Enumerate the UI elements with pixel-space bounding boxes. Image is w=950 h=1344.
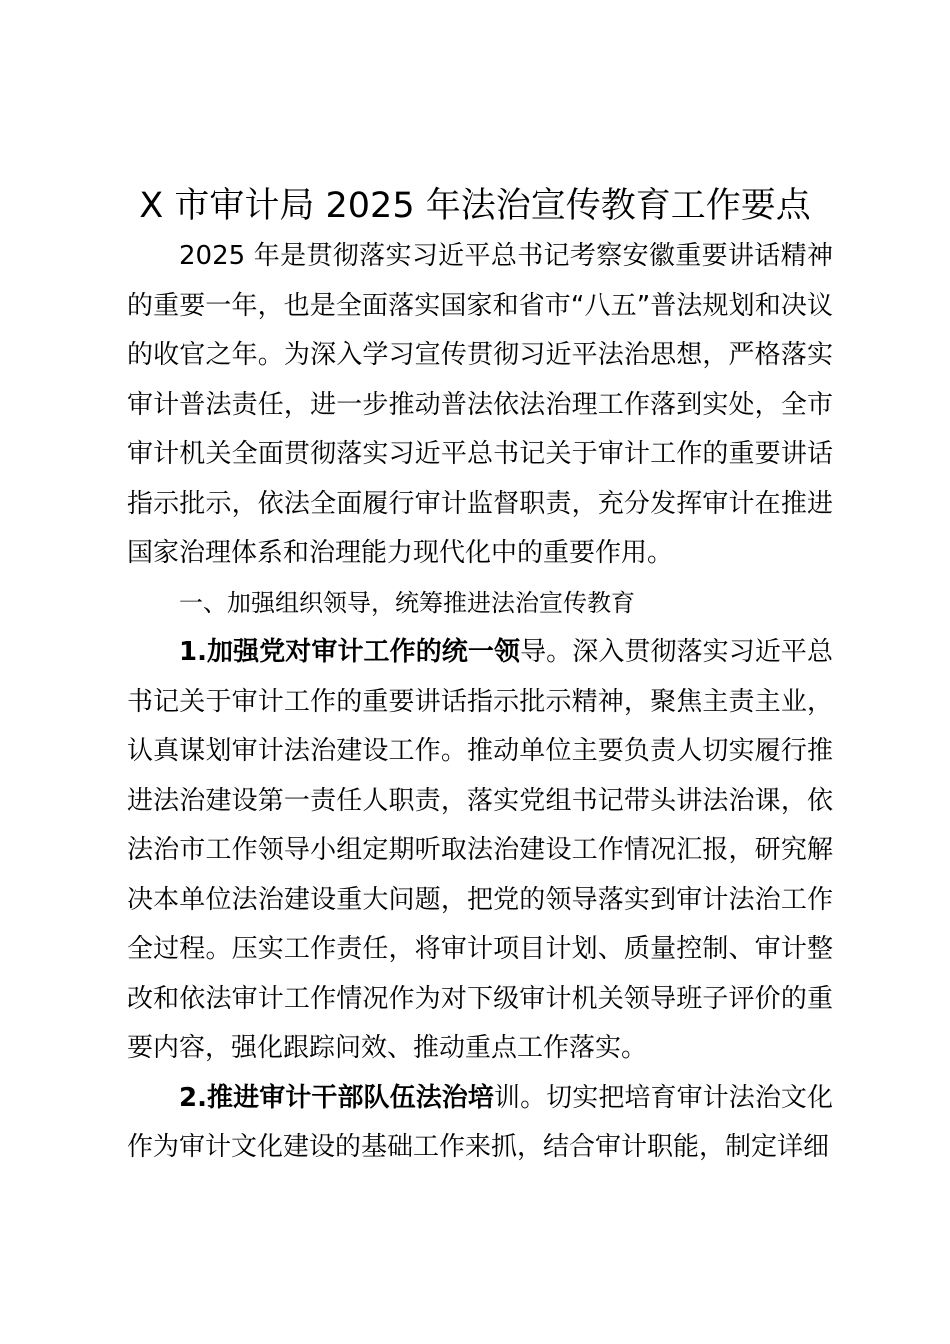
item-lead-1: 1.加强党对审计工作的统一领: [179, 637, 521, 667]
item-text-1: 导。深入贯彻落实习近平总书记关于审计工作的重要讲话指示批示精神，聚焦主责主业，认真谋划审计法治建设工作。推动单位主要负责人切实履行推进法治建设第一责任人职责，落实党组书记带头讲法治课，依法治市工作领导小组定期听取法治建设工作情况汇报，研究解决本单位法治建设重大问题，把党的领导落实到审计法治工作全过程。压实工作责任，将审计项目计划、质量控制、审计整改和依法审计工作情况作为对下级审计机关领导班子评价的重要内容，强化跟踪问效、推动重点工作落实。: [127, 637, 833, 1063]
section-heading-1: 一、加强组织领导，统筹推进法治宣传教育: [179, 588, 635, 617]
item-paragraph-1: [127, 628, 833, 1074]
intro-paragraph: 2025 年是贯彻落实习近平总书记考察安徽重要讲话精神的重要一年，也是全面落实国家和省市“八五”普法规划和决议的收官之年。为深入学习宣传贯彻习近平法治思想，严格落实审计普法责任，进一步推动普法依法治理工作落到实处，全市审计机关全面贯彻落实习近平总书记关于审计工作的重要讲话指示批示，依法全面履行审计监督职责，充分发挥审计在推进国家治理体系和治理能力现代化中的重要作用。: [127, 241, 833, 568]
document-title: X 市审计局 2025 年法治宣传教育工作要点: [139, 186, 811, 226]
item-lead-2: 2.推进审计干部队伍法治培: [179, 1082, 494, 1113]
item-text-2: 训。切实把培育审计法治文化作为审计文化建设的基础工作来抓，结合审计职能，制定详细: [127, 1082, 833, 1162]
item-paragraph-2: [127, 1074, 833, 1173]
document-body: [127, 232, 833, 1173]
